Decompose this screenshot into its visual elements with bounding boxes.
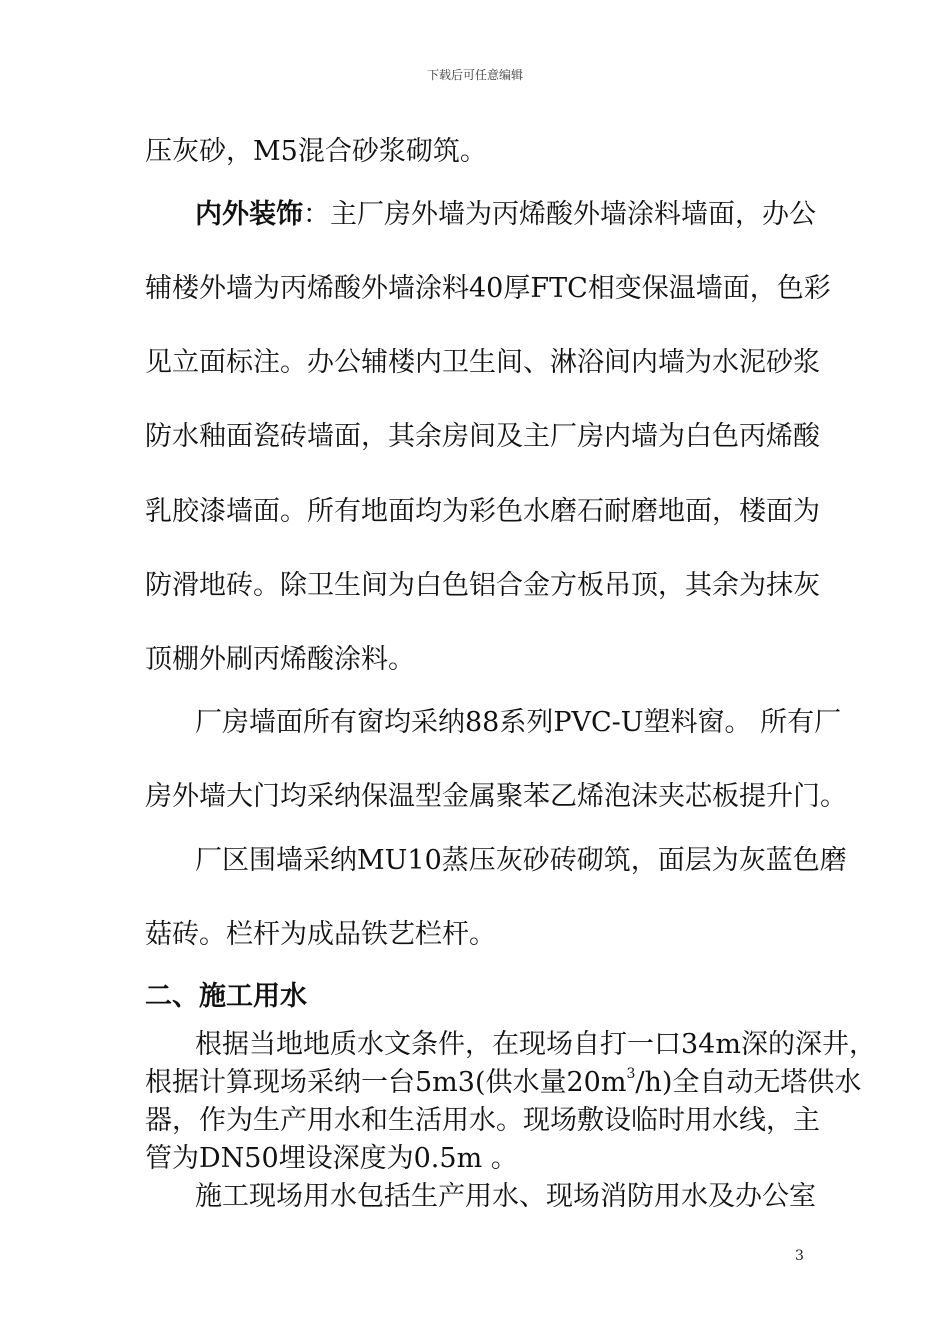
paragraph-line: 压灰砂，M5混合砂浆砌筑。: [145, 136, 487, 167]
paragraph-line: 管为DN50埋设深度为0.5m 。: [145, 1143, 518, 1174]
decoration-label: 内外装饰: [195, 199, 303, 230]
paragraph-text: /h)全自动无塔供水: [635, 1067, 862, 1098]
paragraph-line: 房外墙大门均采纳保温型金属聚苯乙烯泡沫夹芯板提升门。: [145, 781, 847, 812]
paragraph-text: 根据计算现场采纳一台5m3(供水量20m: [145, 1067, 627, 1098]
paragraph-line: 辅楼外墙为丙烯酸外墙涂料40厚FTC相变保温墙面，色彩: [145, 273, 831, 304]
paragraph-text: ：主厂房外墙为丙烯酸外墙涂料墙面，办公: [303, 199, 816, 230]
paragraph-line: 乳胶漆墙面。所有地面均为彩色水磨石耐磨地面，楼面为: [145, 496, 820, 527]
paragraph-line: 器，作为生产用水和生活用水。现场敷设临时用水线，主: [145, 1105, 820, 1136]
paragraph-line: 施工现场用水包括生产用水、现场消防用水及办公室: [195, 1181, 816, 1212]
paragraph-line: 防滑地砖。除卫生间为白色铝合金方板吊顶，其余为抹灰: [145, 570, 820, 601]
paragraph-line: [195, 199, 816, 231]
paragraph-line: 菇砖。栏杆为成品铁艺栏杆。: [145, 919, 496, 950]
section-heading: 二、施工用水: [145, 981, 307, 1012]
paragraph-line: 厂房墙面所有窗均采纳88系列PVC-U塑料窗。 所有厂: [195, 707, 842, 738]
page-number: 3: [795, 1248, 804, 1264]
page-header: 下载后可任意编辑: [426, 68, 523, 82]
superscript: 3: [626, 1066, 636, 1082]
paragraph-line: 顶棚外刷丙烯酸涂料。: [145, 644, 415, 675]
paragraph-line: 防水釉面瓷砖墙面，其余房间及主厂房内墙为白色丙烯酸: [145, 421, 820, 452]
paragraph-line: 厂区围墙采纳MU10蒸压灰砂砖砌筑，面层为灰蓝色磨: [195, 845, 847, 876]
paragraph-line: [145, 1067, 861, 1099]
paragraph-line: 见立面标注。办公辅楼内卫生间、淋浴间内墙为水泥砂浆: [145, 347, 820, 378]
paragraph-line: 根据当地地质水文条件，在现场自打一口34m深的深井，: [195, 1029, 876, 1060]
